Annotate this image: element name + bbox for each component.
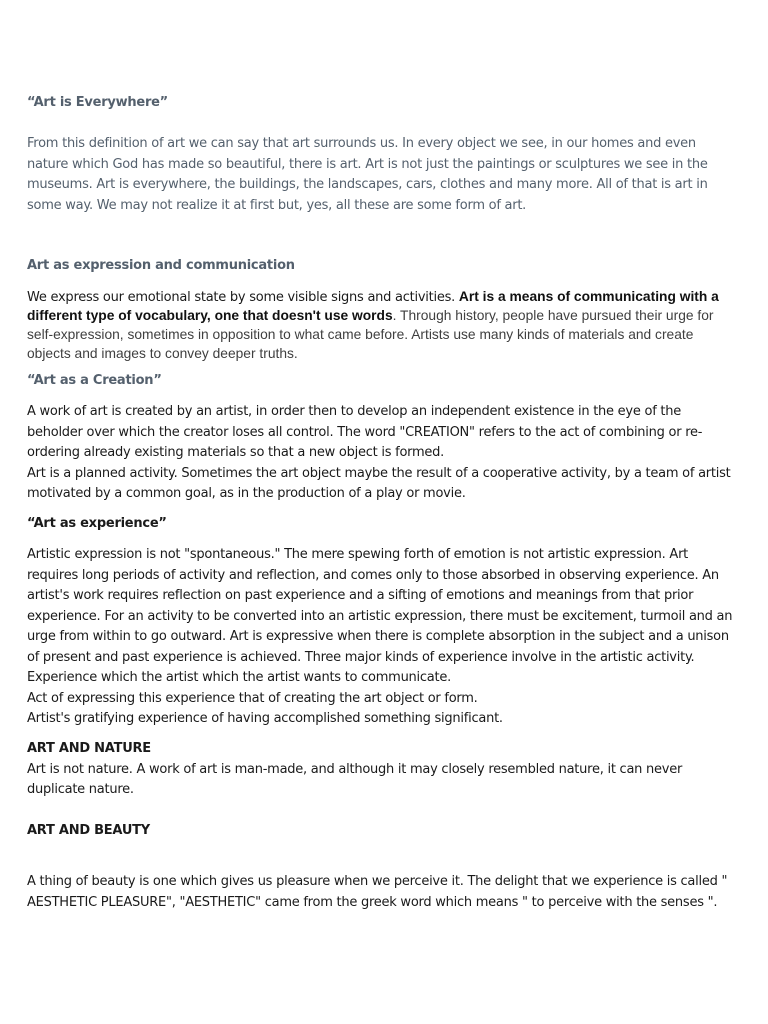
creation-body	[27, 402, 739, 505]
paragraph-art-and-nature: Art is not nature. A work of art is man-made, and although it may closely resembled nature, it can never duplicate nature.	[27, 761, 683, 797]
heading-art-and-beauty: ART AND BEAUTY	[27, 823, 150, 838]
paragraph-expression-communication	[27, 288, 739, 364]
experience-body	[27, 545, 739, 730]
heading-expression-communication	[27, 256, 739, 277]
expression-bold-text: Art is a means of communicating with a different type of vocabulary, one that doesn't use words	[27, 289, 719, 323]
paragraph-creation-1: A work of art is created by an artist, in order then to develop an independent existence in the eye of the beholder over which the creator loses all control. The word "CREATION" refers to the act of combining or re-ordering already existing materials so that a new object is formed.	[27, 404, 703, 460]
heading-art-is-everywhere: “Art is Everywhere”	[27, 95, 168, 110]
heading-art-and-nature: ART AND NATURE	[27, 741, 151, 756]
experience-kind-2: Act of expressing this experience that of creating the art object or form.	[27, 690, 478, 706]
paragraph-art-and-beauty: A thing of beauty is one which gives us pleasure when we perceive it. The delight that we experience is called " AESTHETIC PLEASURE", "AESTHETIC" came from the greek word which means " to perceive with the senses ".	[27, 874, 728, 910]
heading-art-as-creation: “Art as a Creation”	[27, 373, 162, 388]
expression-intro-text: We express our emotional state by some visible signs and activities.	[27, 290, 459, 305]
expression-rest-text: . Through history, people have pursued their urge for self-expression, sometimes in opposition to what came before. Artists use many kinds of materials and create objects and images to convey deeper truths.	[27, 308, 714, 361]
heading-art-as-experience: “Art as experience”	[27, 516, 167, 531]
paragraph-creation-2: Art is a planned activity. Sometimes the art object maybe the result of a cooperative activity, by a team of artist motivated by a common goal, as in the production of a play or movie.	[27, 465, 731, 501]
experience-kind-1: Experience which the artist which the artist wants to communicate.	[27, 670, 451, 685]
paragraph-experience: Artistic expression is not "spontaneous." The mere spewing forth of emotion is not artistic expression. Art requires long periods of activity and reflection, and comes only to those absorbed in observing experience. An artist's work requires reflection on past experience and a sifting of emotions and meanings from that prior experience. For an activity to be converted into an artistic expression, there must be excitement, turmoil and an urge from within to go outward. Art is expressive when there is complete absorption in the subject and a unison of present and past experience is achieved. Three major kinds of experience involve in the artistic activity.	[27, 547, 733, 665]
nature-section	[27, 739, 739, 801]
heading-expression-communication-text: Art as expression and communication	[27, 258, 295, 273]
experience-kind-3: Artist's gratifying experience of having accomplished something significant.	[27, 711, 503, 726]
paragraph-art-is-everywhere: From this definition of art we can say that art surrounds us. In every object we see, in our homes and even nature which God has made so beautiful, there is art. Art is not just the paintings or sculptures we see in the museums. Art is everywhere, the buildings, the landscapes, cars, clothes and many more. All of that is art in some way. We may not realize it at first but, yes, all these are some form of art.	[27, 136, 708, 213]
